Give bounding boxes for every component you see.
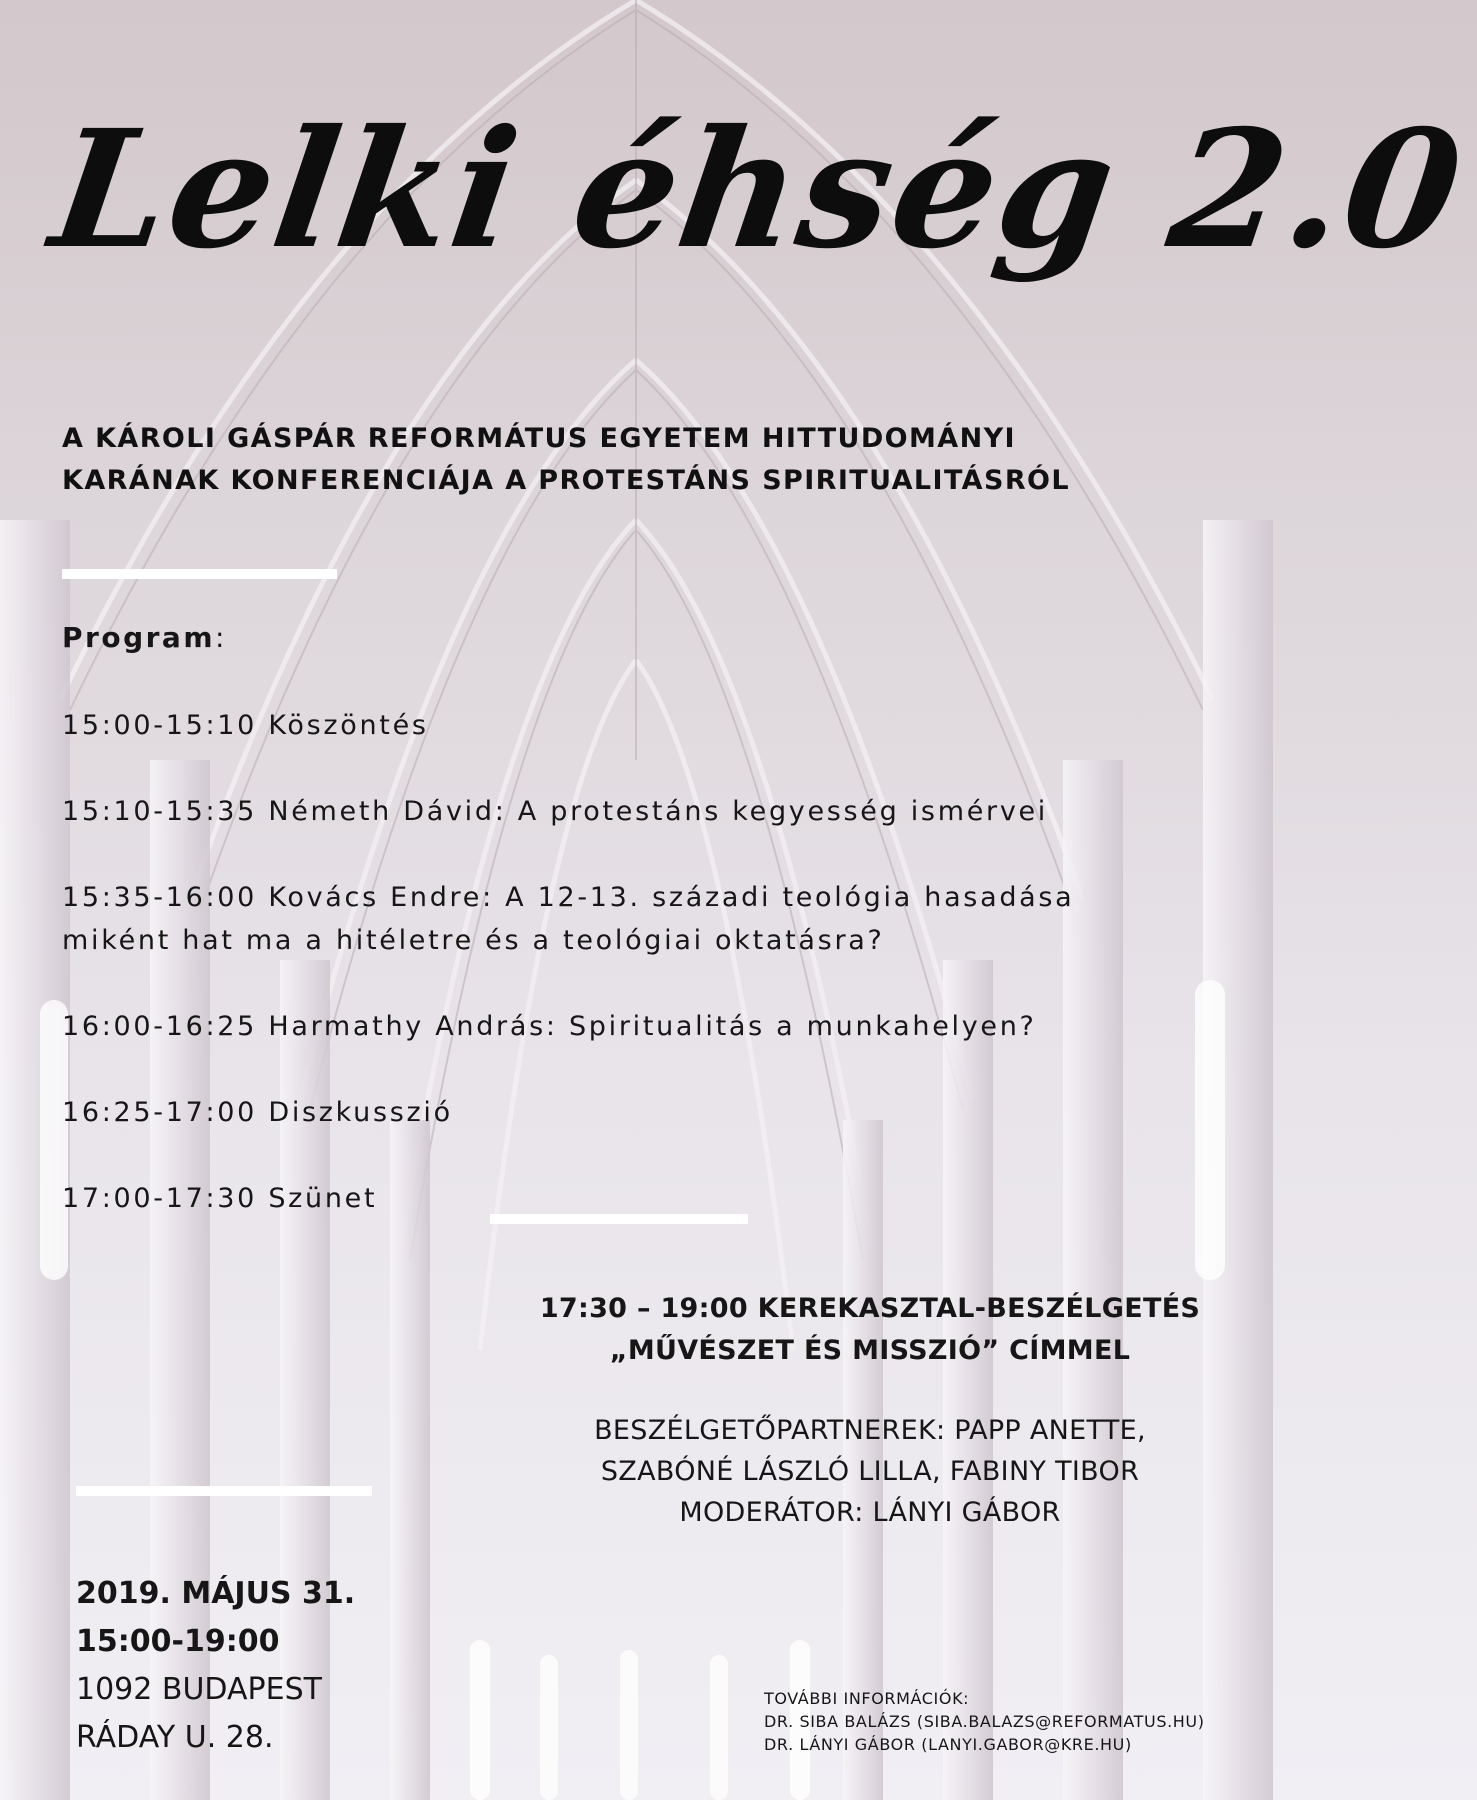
program-label: Program xyxy=(62,621,215,654)
program-colon: : xyxy=(215,621,227,654)
program-item xyxy=(62,1091,1242,1134)
program-item-line: 15:35-16:00 Kovács Endre: A 12-13. századi teológia hasadása xyxy=(62,882,1075,913)
round-table-title-line: 17:30 – 19:00 KEREKASZTAL-BESZÉLGETÉS xyxy=(539,1293,1201,1324)
program-item-line: 17:00-17:30 Szünet xyxy=(62,1183,378,1214)
subtitle-line: KARÁNAK KONFERENCIÁJA A PROTESTÁNS SPIRITUALITÁSRÓL xyxy=(62,465,1070,496)
program-item-line: 15:10-15:35 Németh Dávid: A protestáns kegyesség ismérvei xyxy=(62,796,1049,827)
poster-title: Lelki éhség 2.0 xyxy=(41,95,1474,285)
divider-middle xyxy=(490,1214,748,1224)
divider-bottom xyxy=(76,1486,372,1496)
program-item-line: miként hat ma a hitéletre és a teológiai oktatásra? xyxy=(62,925,885,956)
round-table-title-line: „MŰVÉSZET ÉS MISSZIÓ” CÍMMEL xyxy=(609,1335,1131,1366)
divider-top xyxy=(62,569,337,579)
event-time: 15:00-19:00 xyxy=(76,1624,280,1659)
program-item-line: 15:00-15:10 Köszöntés xyxy=(62,710,429,741)
event-street: RÁDAY U. 28. xyxy=(76,1720,274,1755)
partners-line: BESZÉLGETŐPARTNEREK: PAPP ANETTE, xyxy=(594,1415,1146,1446)
program-item xyxy=(62,1005,1242,1048)
contact-heading: TOVÁBBI INFORMÁCIÓK: xyxy=(764,1689,970,1708)
round-table-section xyxy=(490,1288,1250,1533)
program-item-line: 16:00-16:25 Harmathy András: Spiritualitás a munkahelyen? xyxy=(62,1011,1037,1042)
program-item xyxy=(62,704,1242,747)
subtitle-line: A KÁROLI GÁSPÁR REFORMÁTUS EGYETEM HITTUDOMÁNYI xyxy=(62,423,1016,454)
round-table-partners xyxy=(490,1410,1250,1533)
program-item xyxy=(62,876,1242,962)
round-table-title xyxy=(490,1288,1250,1372)
partners-line: SZABÓNÉ LÁSZLÓ LILLA, FABINY TIBOR xyxy=(600,1456,1140,1487)
program-item-line: 16:25-17:00 Diszkusszió xyxy=(62,1097,453,1128)
contact-line: DR. SIBA BALÁZS (SIBA.BALAZS@REFORMATUS.HU) xyxy=(764,1712,1205,1731)
conference-subtitle xyxy=(62,418,1070,502)
event-details xyxy=(76,1570,355,1762)
moderator-line: MODERÁTOR: LÁNYI GÁBOR xyxy=(679,1497,1061,1528)
event-date: 2019. MÁJUS 31. xyxy=(76,1576,356,1611)
event-city: 1092 BUDAPEST xyxy=(76,1672,322,1707)
program-list xyxy=(62,704,1242,1263)
program-item xyxy=(62,790,1242,833)
contact-line: DR. LÁNYI GÁBOR (LANYI.GABOR@KRE.HU) xyxy=(764,1735,1132,1754)
program-heading xyxy=(62,618,227,658)
contact-info xyxy=(764,1687,1205,1756)
